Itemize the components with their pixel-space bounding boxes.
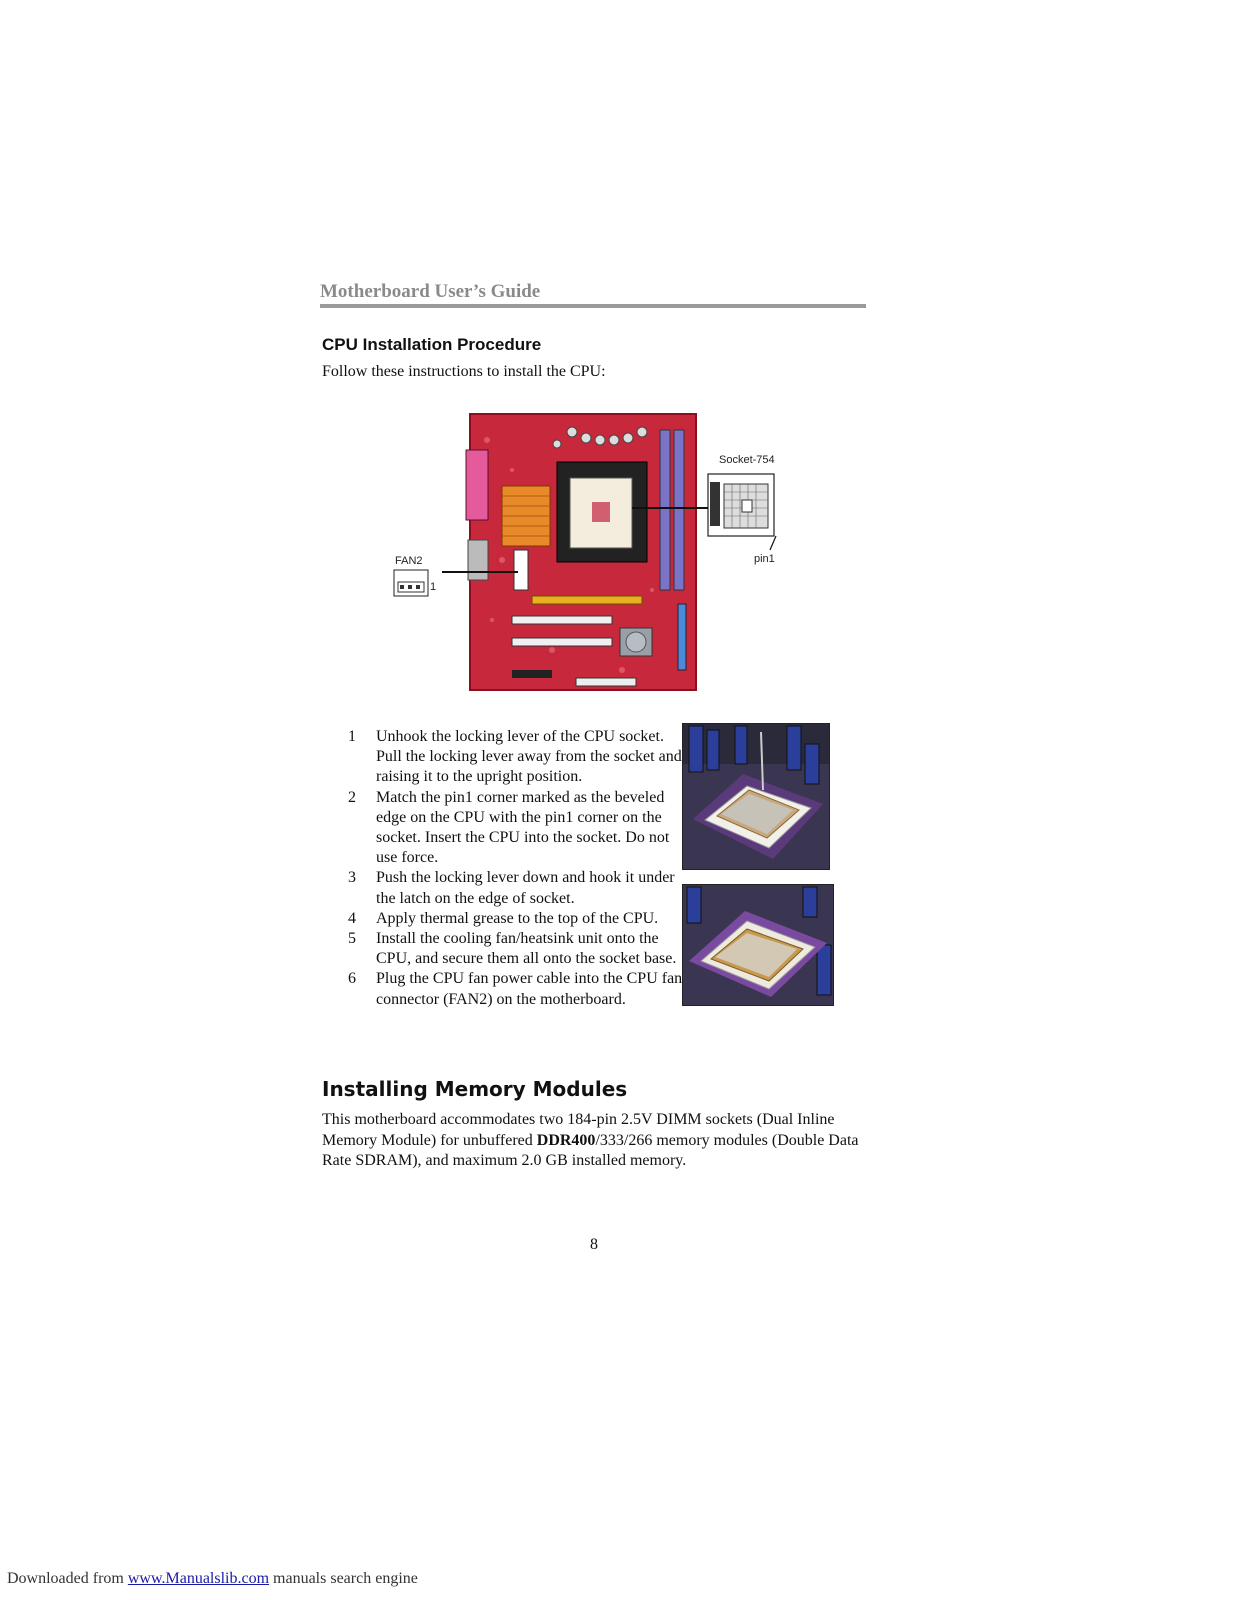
back-panel-ports — [466, 450, 488, 520]
header-rule — [320, 304, 866, 308]
step-text: Match the pin1 corner marked as the beveled edge on the CPU with the pin1 corner on the socket. Insert the CPU into the socket. Do not use force. — [376, 788, 670, 867]
footer-suffix: manuals search engine — [269, 1570, 418, 1587]
cpu-seated-photo — [682, 884, 834, 1006]
memory-paragraph-text-1: This motherboard accommodates two 184-pin 2.5V DIMM sockets (Dual Inline Memory Module) for unbuffered — [322, 1111, 835, 1149]
list-item — [348, 929, 684, 969]
footer-prefix: Downloaded from — [7, 1570, 128, 1587]
list-item — [348, 788, 684, 869]
manualslib-link[interactable]: www.Manualslib.com — [127, 1570, 270, 1587]
cpu-section-heading: CPU Installation Procedure — [322, 335, 542, 354]
dimm-slot-2 — [674, 430, 684, 590]
fan2-label: FAN2 — [395, 555, 423, 567]
cpu-socket-photo-open — [682, 723, 830, 870]
list-item — [348, 868, 684, 908]
page-number: 8 — [590, 1236, 598, 1253]
step-number: 1 — [348, 728, 356, 745]
memory-paragraph — [322, 1110, 882, 1172]
cpu-intro-text: Follow these instructions to install the CPU: — [322, 363, 606, 380]
pci-slot-2 — [512, 638, 612, 646]
step-text: Push the locking lever down and hook it under the latch on the edge of socket. — [376, 869, 675, 907]
list-item — [348, 969, 684, 1009]
dimm-slot-1 — [660, 430, 670, 590]
step-number: 6 — [348, 970, 356, 988]
download-footer — [7, 1570, 418, 1588]
agp-slot — [532, 596, 642, 604]
motherboard-figure — [392, 410, 792, 695]
step-text: Install the cooling fan/heatsink unit onto the CPU, and secure them all onto the socket base. — [376, 930, 677, 968]
socket-label: Socket-754 — [719, 454, 775, 466]
step-number: 5 — [348, 930, 356, 948]
cpu-install-steps — [348, 727, 684, 1010]
list-item — [348, 727, 684, 788]
step-number: 3 — [348, 869, 356, 887]
running-title: Motherboard User’s Guide — [320, 281, 541, 302]
step-text: Unhook the locking lever of the CPU socket. Pull the locking lever away from the socket and raising it to the upright position. — [376, 728, 682, 786]
fan2-pin1-label: 1 — [430, 581, 437, 593]
step-text: Apply thermal grease to the top of the CPU. — [376, 909, 659, 927]
pci-slot-1 — [512, 616, 612, 624]
step-number: 2 — [348, 788, 356, 806]
step-text: Plug the CPU fan power cable into the CPU fan connector (FAN2) on the motherboard. — [376, 970, 683, 1008]
memory-section-heading: Installing Memory Modules — [322, 1077, 628, 1101]
memory-paragraph-text-2: /333/266 memory modules (Double Data Rate SDRAM), and maximum 2.0 GB installed memory. — [322, 1131, 859, 1169]
list-item — [348, 909, 684, 929]
pin1-label: pin1 — [754, 553, 775, 565]
step-number: 4 — [348, 909, 356, 927]
memory-type-emphasis: DDR400 — [536, 1131, 596, 1149]
